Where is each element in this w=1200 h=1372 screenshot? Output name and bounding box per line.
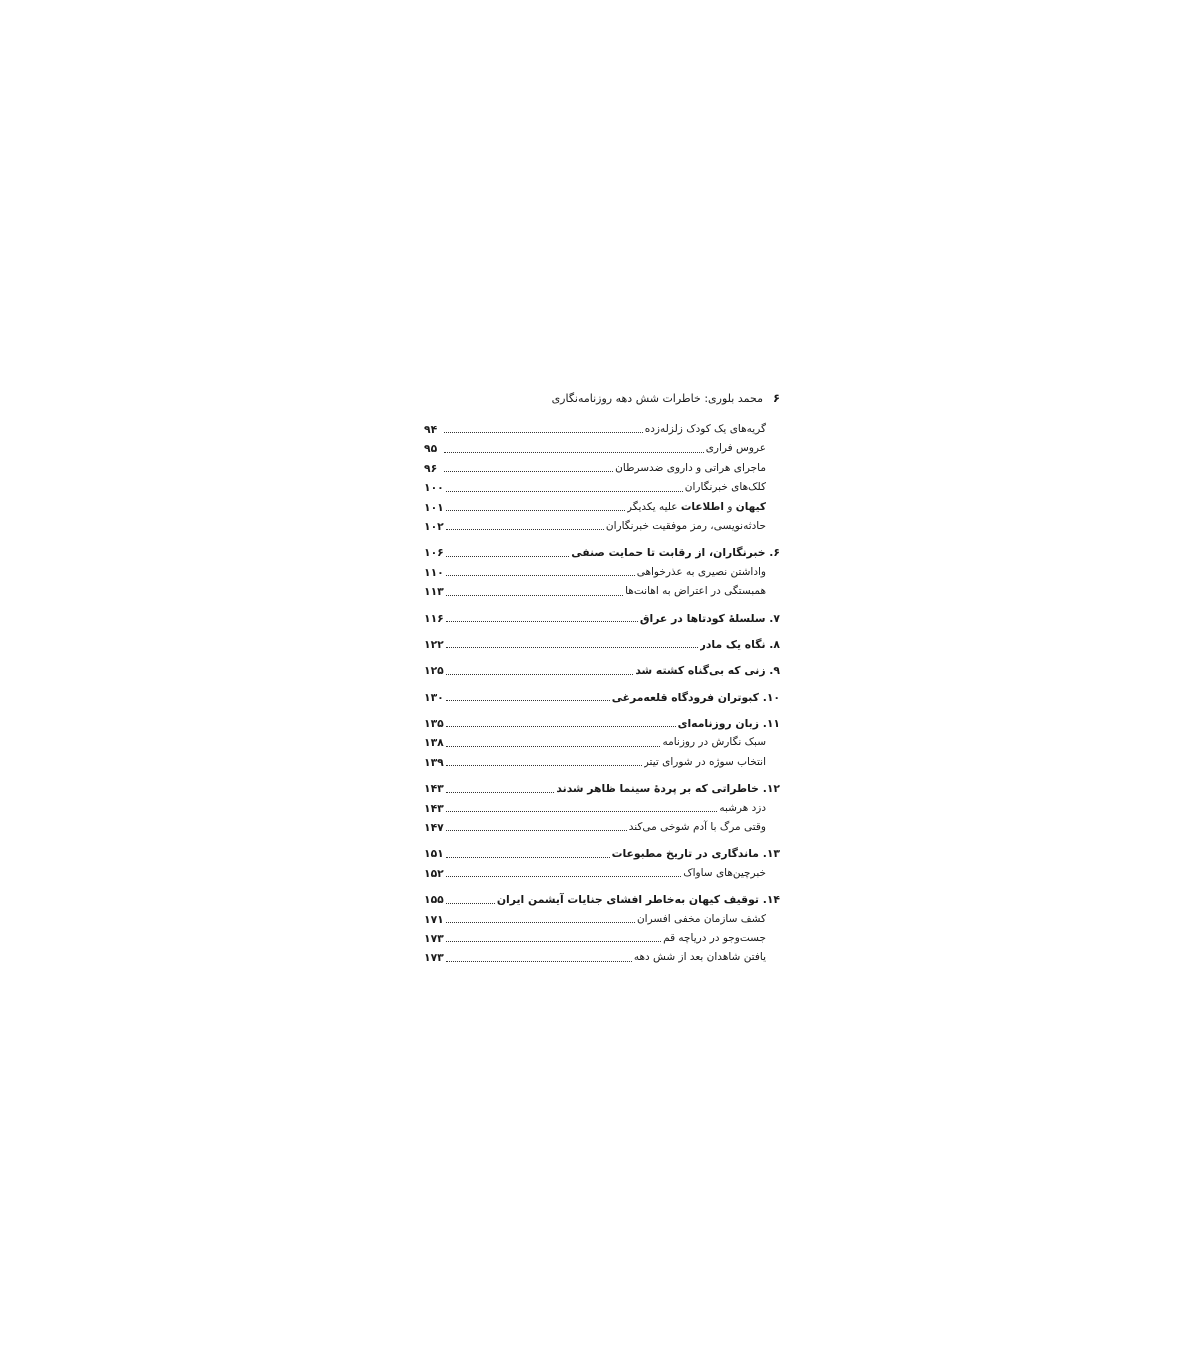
dot-leader	[444, 471, 613, 472]
toc-section-entry	[424, 439, 780, 458]
toc-entry-page-number: ۱۷۱	[424, 912, 444, 926]
toc-section-entry	[424, 864, 780, 883]
dot-leader	[446, 595, 623, 596]
toc-entry-title: سبک نگارش در روزنامه	[662, 736, 766, 749]
toc-entry-page-number: ۱۷۳	[424, 931, 444, 945]
toc-entry-title: دزد هرشبه	[719, 801, 766, 814]
toc-entry-title: ۹. زنی که بی‌گناه کشته شد	[635, 664, 780, 678]
toc-entry-page-number: ۱۴۳	[424, 782, 444, 796]
toc-entry-page-number: ۱۳۵	[424, 717, 444, 731]
toc-entry-page-number: ۹۶	[424, 461, 438, 475]
toc-entry-page-number: ۱۰۱	[424, 500, 444, 514]
running-head	[424, 391, 780, 413]
toc-entry-page-number: ۱۲۲	[424, 637, 444, 651]
toc-section-entry	[424, 948, 780, 967]
toc-entry-title: واداشتن نصیری به عذرخواهی	[636, 565, 766, 578]
table-of-contents	[424, 420, 780, 968]
toc-section-entry	[424, 753, 780, 772]
toc-chapter-entry	[424, 661, 780, 680]
dot-leader	[446, 792, 555, 793]
toc-entry-title: ۸. نگاه یک مادر	[699, 637, 780, 651]
toc-section-entry	[424, 733, 780, 752]
toc-entry-title: عروس فراری	[705, 442, 766, 455]
toc-entry-title: گریه‌های یک کودک زلزله‌زده	[644, 422, 766, 435]
toc-entry-title: ۱۴. توقیف کیهان به‌خاطر افشای جنایات آیشمن ایران	[496, 893, 780, 907]
dot-leader	[446, 961, 632, 962]
dot-leader	[446, 876, 681, 877]
toc-entry-title-part: و	[724, 500, 736, 513]
toc-entry-title: ۱۲. خاطراتی که بر پردهٔ سینما ظاهر شدند	[556, 782, 780, 796]
toc-entry-page-number: ۱۲۵	[424, 664, 444, 678]
toc-chapter-entry	[424, 609, 780, 628]
toc-entry-page-number: ۹۴	[424, 422, 438, 436]
dot-leader	[446, 700, 610, 701]
toc-entry-title: حادثه‌نویسی، رمز موفقیت خبرنگاران	[605, 519, 766, 532]
toc-chapter-entry	[424, 543, 780, 562]
dot-leader	[446, 830, 627, 831]
toc-section-entry	[424, 563, 780, 582]
newspaper-name: کیهان	[735, 500, 766, 513]
toc-entry-page-number: ۱۰۲	[424, 519, 444, 533]
toc-chapter-entry	[424, 635, 780, 654]
dot-leader	[446, 726, 676, 727]
dot-leader	[446, 746, 661, 747]
dot-leader	[446, 491, 683, 492]
toc-entry-page-number: ۱۰۰	[424, 481, 444, 495]
toc-chapter-entry	[424, 779, 780, 798]
toc-section-entry	[424, 818, 780, 837]
toc-entry-title: یافتن شاهدان بعد از شش دهه	[633, 951, 766, 964]
toc-chapter-entry	[424, 890, 780, 909]
page-number: ۶	[772, 391, 780, 405]
toc-section-entry	[424, 582, 780, 601]
toc-section-entry	[424, 910, 780, 929]
toc-chapter-entry	[424, 688, 780, 707]
dot-leader	[446, 529, 604, 530]
toc-chapter-entry	[424, 844, 780, 863]
toc-entry-title: انتخاب سوژه در شورای تیتر	[643, 755, 766, 768]
toc-entry-page-number: ۱۱۰	[424, 565, 444, 579]
book-page	[424, 391, 780, 968]
toc-entry-page-number: ۱۳۹	[424, 755, 444, 769]
toc-entry-page-number: ۱۳۸	[424, 736, 444, 750]
dot-leader	[446, 765, 642, 766]
toc-section-entry	[424, 929, 780, 948]
toc-entry-page-number: ۱۴۷	[424, 821, 444, 835]
dot-leader	[446, 647, 698, 648]
toc-entry-title	[627, 498, 766, 517]
toc-entry-title: همبستگی در اعتراض به اهانت‌ها	[625, 585, 766, 598]
dot-leader	[446, 903, 495, 904]
dot-leader	[446, 510, 625, 511]
toc-entry-title: ۱۱. زبان روزنامه‌ای	[677, 717, 780, 731]
toc-entry-title: خبرچین‌های ساواک	[683, 866, 766, 879]
dot-leader	[446, 941, 661, 942]
toc-section-entry	[424, 498, 780, 517]
toc-entry-page-number: ۱۵۱	[424, 847, 444, 861]
toc-entry-page-number: ۱۷۳	[424, 951, 444, 965]
dot-leader	[444, 452, 704, 453]
dot-leader	[446, 575, 635, 576]
toc-entry-title: وقتی مرگ با آدم شوخی می‌کند	[628, 821, 766, 834]
toc-entry-title: ۱۳. ماندگاری در تاریخ مطبوعات	[611, 847, 780, 861]
toc-entry-title-part: علیه یکدیگر	[626, 500, 681, 513]
toc-entry-page-number: ۱۴۳	[424, 801, 444, 815]
toc-section-entry	[424, 420, 780, 439]
dot-leader	[446, 857, 610, 858]
toc-entry-page-number: ۱۳۰	[424, 690, 444, 704]
toc-entry-page-number: ۱۰۶	[424, 546, 444, 560]
toc-entry-title: ۶. خبرنگاران، از رقابت تا حمایت صنفی	[571, 546, 780, 560]
toc-entry-page-number: ۱۵۲	[424, 866, 444, 880]
toc-entry-page-number: ۹۵	[424, 442, 438, 456]
toc-entry-title: جست‌وجو در دریاچه قم	[663, 931, 766, 944]
dot-leader	[446, 811, 718, 812]
toc-section-entry	[424, 478, 780, 497]
toc-section-entry	[424, 459, 780, 478]
dot-leader	[446, 922, 635, 923]
toc-entry-title: کلک‌های خبرنگاران	[684, 481, 766, 494]
dot-leader	[446, 674, 634, 675]
toc-entry-title: ۷. سلسلهٔ کودتاها در عراق	[639, 611, 780, 625]
toc-entry-page-number: ۱۱۶	[424, 611, 444, 625]
toc-section-entry	[424, 517, 780, 536]
newspaper-name: اطلاعات	[680, 500, 725, 513]
book-title: محمد بلوری: خاطرات شش دهه روزنامه‌نگاری	[551, 392, 763, 405]
toc-entry-title: ۱۰. کبوتران فرودگاه قلعه‌مرغی	[611, 690, 780, 704]
toc-chapter-entry	[424, 714, 780, 733]
toc-section-entry	[424, 799, 780, 818]
dot-leader	[444, 432, 643, 433]
dot-leader	[446, 556, 570, 557]
toc-entry-page-number: ۱۵۵	[424, 893, 444, 907]
toc-entry-title: کشف سازمان مخفی افسران	[636, 912, 766, 925]
toc-entry-page-number: ۱۱۳	[424, 585, 444, 599]
dot-leader	[446, 621, 638, 622]
toc-entry-title: ماجرای هراتی و داروی ضدسرطان	[615, 461, 766, 474]
